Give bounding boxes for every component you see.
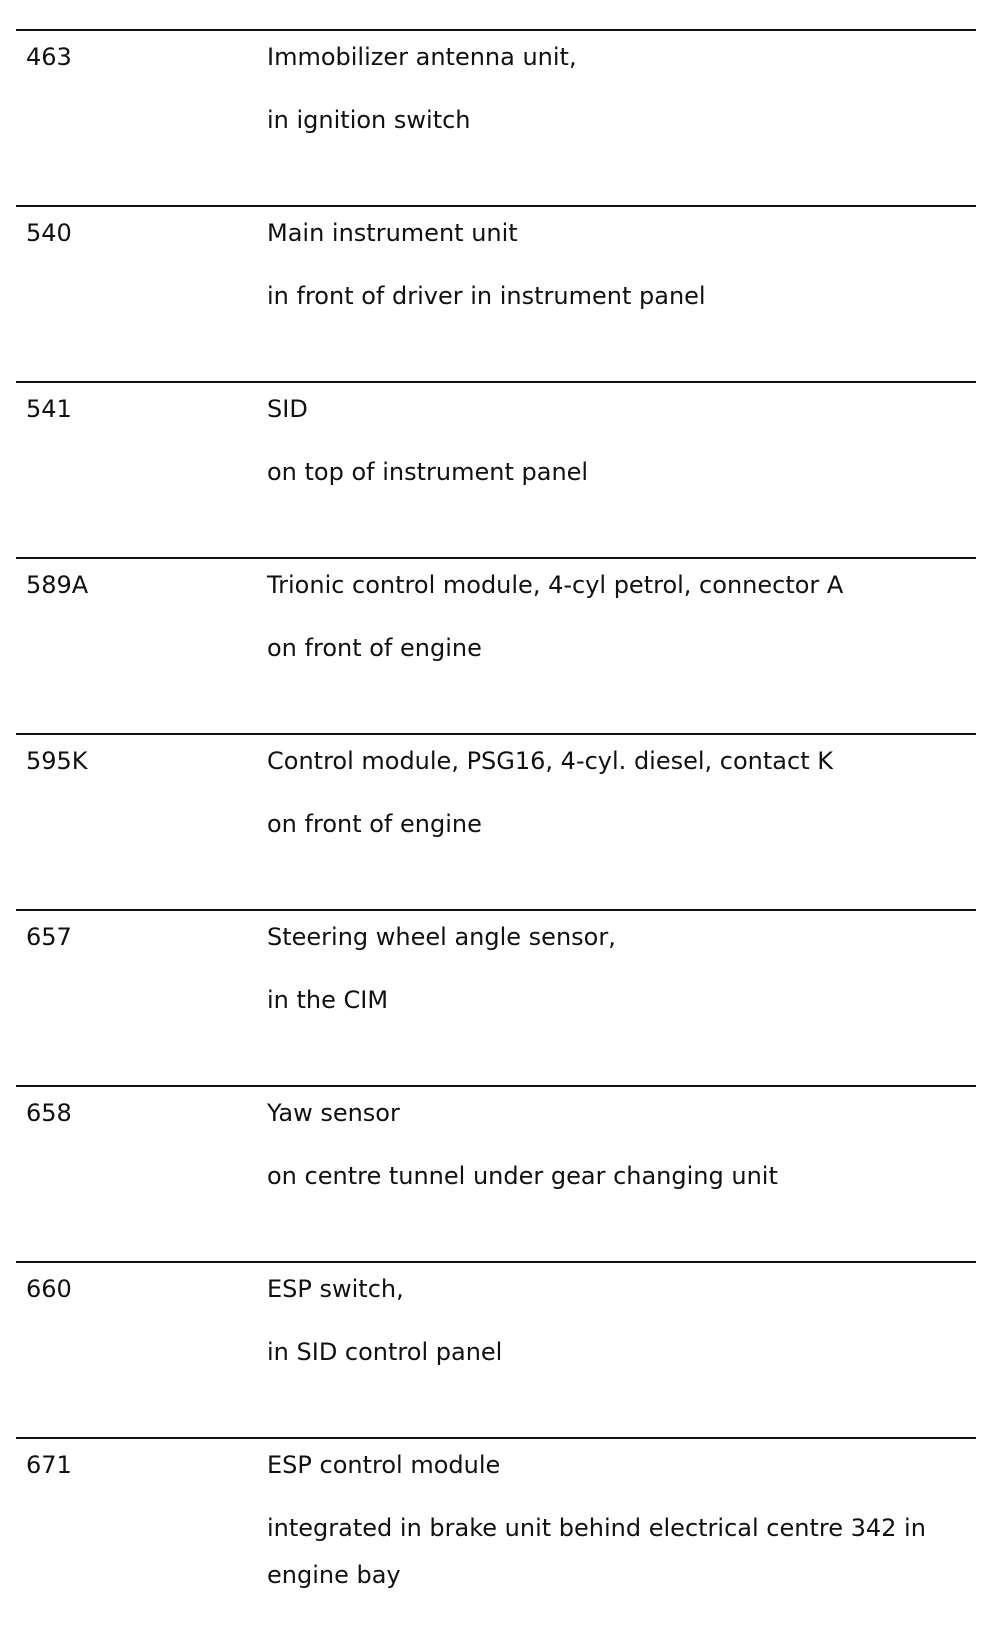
component-code: 540 (26, 219, 72, 247)
component-location: in ignition switch (267, 106, 471, 134)
component-description (267, 218, 972, 328)
component-description (267, 1450, 972, 1607)
component-location: in front of driver in instrument panel (267, 282, 706, 310)
table-row (16, 733, 976, 909)
component-title: Trionic control module, 4-cyl petrol, connector A (267, 571, 844, 599)
component-title: Control module, PSG16, 4-cyl. diesel, contact K (267, 747, 833, 775)
component-code: 541 (26, 395, 72, 423)
component-title: Immobilizer antenna unit, (267, 43, 577, 71)
component-code: 589A (26, 571, 89, 599)
component-location: in SID control panel (267, 1338, 503, 1366)
component-description (267, 394, 972, 504)
component-title: ESP switch, (267, 1275, 404, 1303)
component-code: 463 (26, 43, 72, 71)
table-row (16, 1261, 976, 1437)
component-description (267, 42, 972, 152)
component-title: Yaw sensor (267, 1099, 400, 1127)
component-code: 660 (26, 1275, 72, 1303)
component-code: 657 (26, 923, 72, 951)
component-description (267, 746, 972, 856)
component-description (267, 922, 972, 1032)
component-code: 595K (26, 747, 88, 775)
table-row (16, 205, 976, 381)
table-row (16, 1437, 976, 1627)
component-title: Steering wheel angle sensor, (267, 923, 616, 951)
table-row (16, 557, 976, 733)
component-code: 658 (26, 1099, 72, 1127)
component-title: ESP control module (267, 1451, 501, 1479)
component-title: SID (267, 395, 308, 423)
component-table (16, 29, 976, 1627)
table-row (16, 381, 976, 557)
component-location: on front of engine (267, 810, 482, 838)
component-location: on front of engine (267, 634, 482, 662)
component-description (267, 570, 972, 680)
component-code: 671 (26, 1451, 72, 1479)
table-row (16, 909, 976, 1085)
table-row (16, 1085, 976, 1261)
component-title: Main instrument unit (267, 219, 518, 247)
component-location: on centre tunnel under gear changing unit (267, 1162, 778, 1190)
table-row (16, 29, 976, 205)
component-description (267, 1098, 972, 1208)
component-location: in the CIM (267, 986, 389, 1014)
component-description (267, 1274, 972, 1384)
component-location: on top of instrument panel (267, 458, 589, 486)
component-location: integrated in brake unit behind electrical centre 342 in engine bay (267, 1514, 926, 1589)
